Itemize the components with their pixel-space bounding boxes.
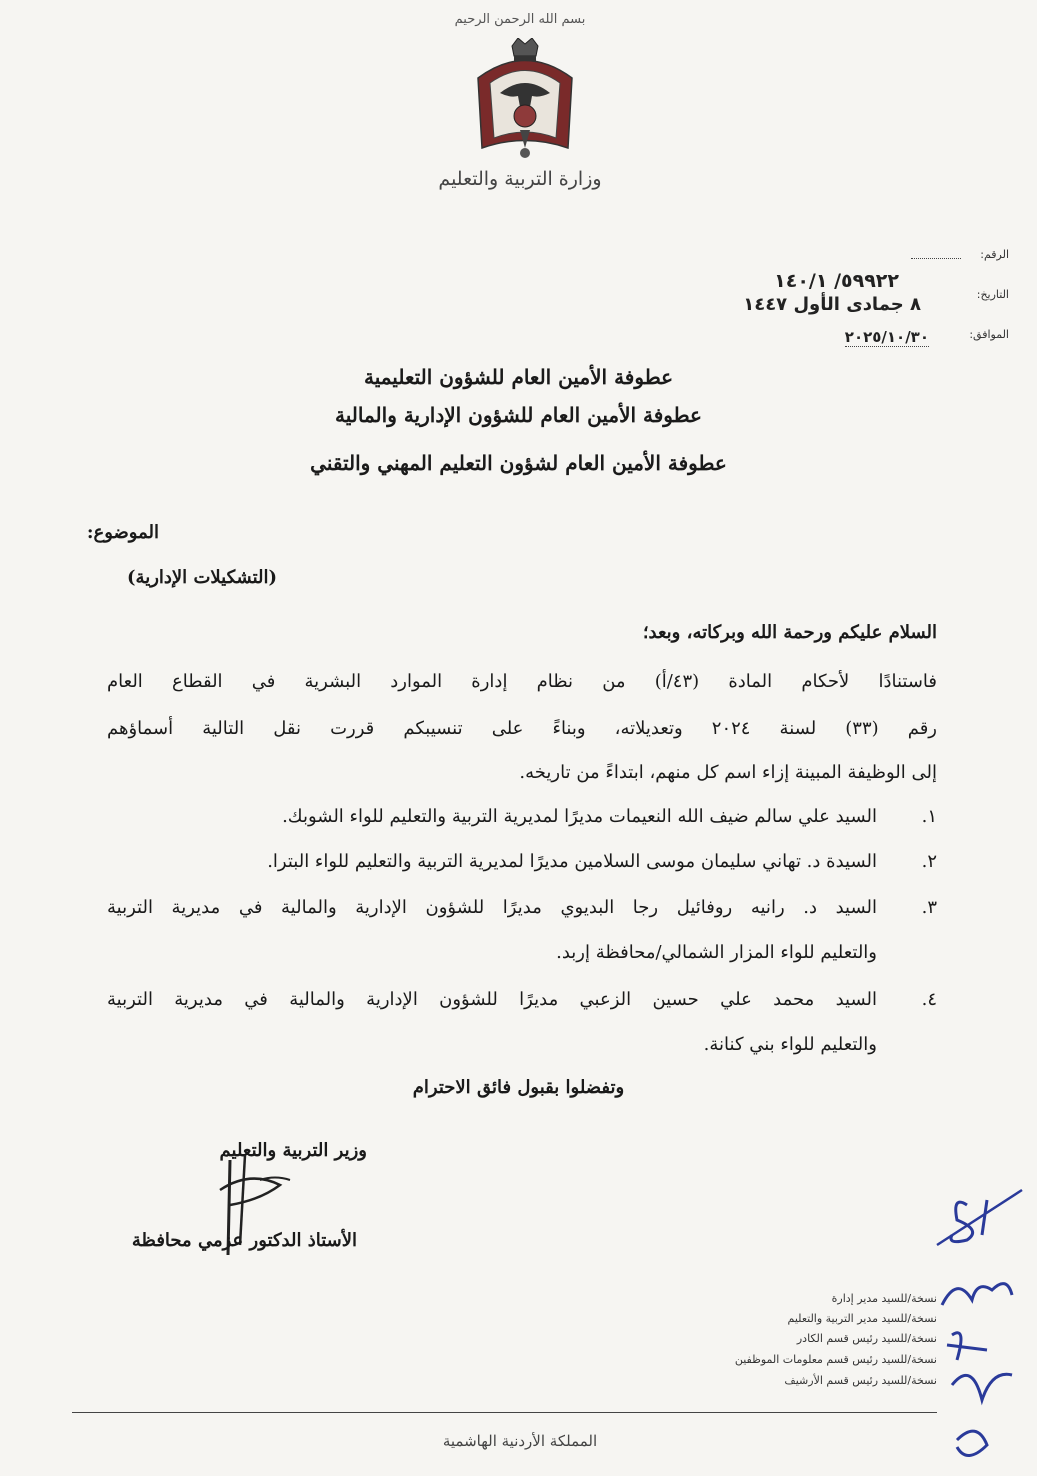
list-item: [107, 989, 937, 1069]
date-label: التاريخ:: [976, 288, 1009, 301]
subject-text: (التشكيلات الإدارية): [127, 567, 277, 588]
reference-number: ٥٩٩٢٢/ ١٤٠/١: [774, 270, 899, 292]
gregorian-label: الموافق:: [969, 328, 1009, 341]
item-text: السيد علي سالم ضيف الله النعيمات مديرًا لمديرية التربية والتعليم للواء الشوبك.: [282, 806, 877, 827]
body-line: إلى الوظيفة المبينة إزاء اسم كل منهم، ابتداءً من تاريخه.: [519, 762, 937, 783]
signatory-name: الأستاذ الدكتور عزمي محافظة: [131, 1230, 357, 1251]
closing: وتفضلوا بقبول فائق الاحترام: [412, 1077, 625, 1098]
list-item: [107, 851, 937, 881]
ministry-name: وزارة التربية والتعليم: [438, 168, 602, 190]
item-number: ٢.: [921, 851, 937, 872]
body-line: رقم (٣٣) لسنة ٢٠٢٤ وتعديلاته، وبناءً على تنسيبكم قررت نقل التالية أسماؤهم: [107, 718, 938, 739]
item-text: السيدة د. تهاني سليمان موسى السلامين مديرًا لمديرية التربية والتعليم للواء البترا.: [267, 851, 877, 872]
item-text: السيد محمد علي حسين الزعبي مديرًا للشؤون الإدارية والمالية في مديرية التربية: [107, 989, 877, 1010]
handwritten-marks-icon: [927, 1185, 1027, 1475]
footer-text: المملكة الأردنية الهاشمية: [442, 1432, 598, 1450]
footer-divider: [72, 1412, 937, 1413]
item-text: والتعليم للواء المزار الشمالي/محافظة إربد.: [556, 942, 877, 963]
item-number: ٤.: [921, 989, 937, 1010]
signatory-title: وزير التربية والتعليم: [219, 1140, 367, 1161]
item-number: ١.: [921, 806, 937, 827]
gregorian-date: ٢٠٢٥/١٠/٣٠: [844, 328, 929, 346]
coat-of-arms-icon: [470, 38, 580, 163]
basmala: بسم الله الرحمن الرحيم: [454, 12, 586, 27]
greeting: السلام عليكم ورحمة الله وبركاته، وبعد؛: [642, 622, 937, 643]
item-text: السيد د. رانيه روفائيل رجا البديوي مديرًا للشؤون الإدارية والمالية في مديرية التربية: [107, 897, 877, 918]
list-item: [107, 897, 937, 977]
copy-line: نسخة/للسيد رئيس قسم معلومات الموظفين: [734, 1353, 937, 1366]
addressee-1: عطوفة الأمين العام للشؤون التعليمية: [363, 365, 674, 389]
number-label: الرقم:: [980, 248, 1009, 261]
copy-line: نسخة/للسيد مدير إدارة: [831, 1292, 937, 1305]
copy-line: نسخة/للسيد رئيس قسم الكادر: [796, 1332, 937, 1345]
addressee-2: عطوفة الأمين العام للشؤون الإدارية والمالية: [335, 403, 702, 427]
list-item: [107, 806, 937, 836]
body-line: فاستنادًا لأحكام المادة (٤٣/أ) من نظام إدارة الموارد البشرية في القطاع العام: [107, 671, 937, 692]
item-text: والتعليم للواء بني كنانة.: [703, 1034, 877, 1055]
subject-label: الموضوع:: [86, 522, 159, 543]
item-number: ٣.: [921, 897, 937, 918]
copy-line: نسخة/للسيد رئيس قسم الأرشيف: [784, 1374, 937, 1387]
copy-line: نسخة/للسيد مدير التربية والتعليم: [787, 1312, 937, 1325]
hijri-date: ٨ جمادى الأول ١٤٤٧: [743, 294, 921, 315]
addressee-3: عطوفة الأمين العام لشؤون التعليم المهني والتقني: [310, 451, 727, 475]
